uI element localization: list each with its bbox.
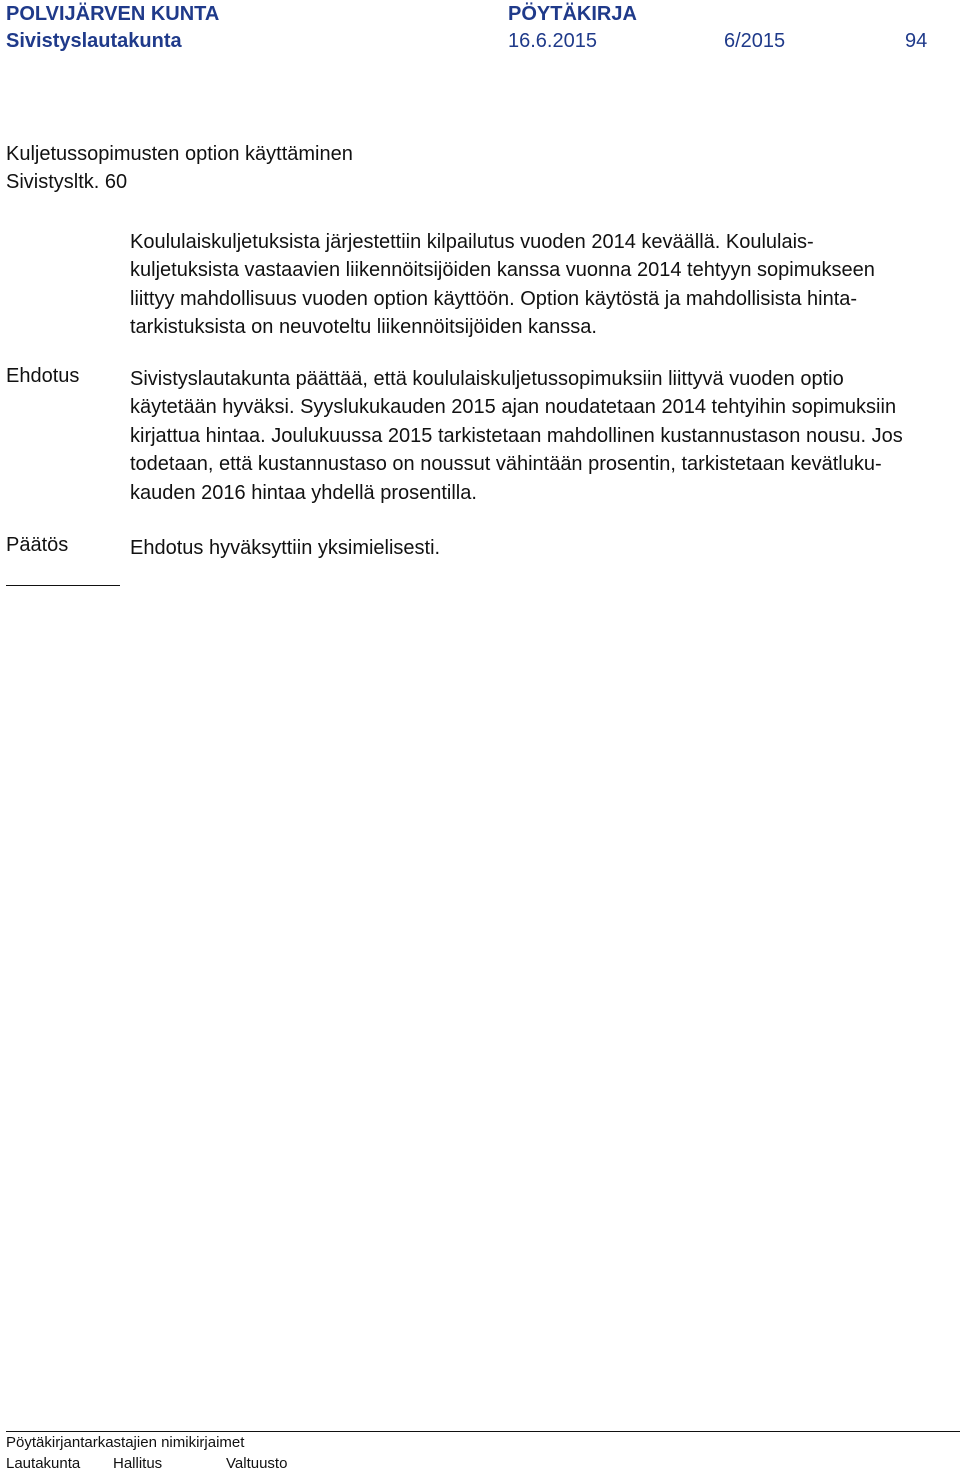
- page-number: 94: [905, 30, 928, 52]
- meeting-number: 6/2015: [724, 30, 786, 52]
- footer-column-government: Hallitus: [113, 1455, 163, 1472]
- intro-line: Koululaiskuljetuksista järjestettiin kilpailutus vuoden 2014 keväällä. Koululais-: [130, 231, 814, 253]
- intro-line: liittyy mahdollisuus vuoden option käyttöön. Option käytöstä ja mahdollisista hinta-: [130, 287, 858, 310]
- proposal-line: Sivistyslautakunta päättää, että koululaiskuljetussopimuksiin liittyvä vuoden optio: [130, 368, 844, 390]
- intro-paragraph: [130, 228, 950, 342]
- decision-text: Ehdotus hyväksyttiin yksimielisesti.: [130, 537, 441, 559]
- footer-divider: [6, 1431, 960, 1432]
- footer-title: Pöytäkirjantarkastajien nimikirjaimet: [6, 1434, 245, 1451]
- section-reference: Sivistysltk. 60: [6, 171, 128, 193]
- proposal-line: käytetään hyväksi. Syyslukukauden 2015 ajan noudatetaan 2014 tehtyihin sopimuksiin: [130, 396, 897, 419]
- proposal-label: Ehdotus: [6, 365, 80, 387]
- decision-paragraph: [130, 534, 950, 562]
- proposal-line: kirjattua hintaa. Joulukuussa 2015 tarkistetaan mahdollinen kustannustason nousu. Jos: [130, 424, 903, 447]
- proposal-line: todetaan, että kustannustaso on noussut vähintään prosentin, tarkistetaan kevätluku-: [130, 453, 882, 476]
- intro-line: tarkistuksista on neuvoteltu liikennöitsijöiden kanssa.: [130, 316, 597, 339]
- proposal-paragraph: [130, 365, 950, 507]
- decision-label: Päätös: [6, 534, 69, 556]
- footer-column-board: Lautakunta: [6, 1455, 81, 1472]
- footer-column-council: Valtuusto: [226, 1455, 288, 1472]
- board-name: Sivistyslautakunta: [6, 30, 182, 52]
- organization-name: POLVIJÄRVEN KUNTA: [6, 3, 220, 25]
- proposal-line: kauden 2016 hintaa yhdellä prosentilla.: [130, 481, 477, 504]
- intro-line: kuljetuksista vastaavien liikennöitsijöiden kanssa vuonna 2014 tehtyyn sopimukseen: [130, 259, 875, 282]
- meeting-date: 16.6.2015: [508, 30, 597, 52]
- section-divider: [6, 585, 120, 586]
- subject-title: Kuljetussopimusten option käyttäminen: [6, 143, 353, 165]
- document-type: PÖYTÄKIRJA: [508, 3, 637, 25]
